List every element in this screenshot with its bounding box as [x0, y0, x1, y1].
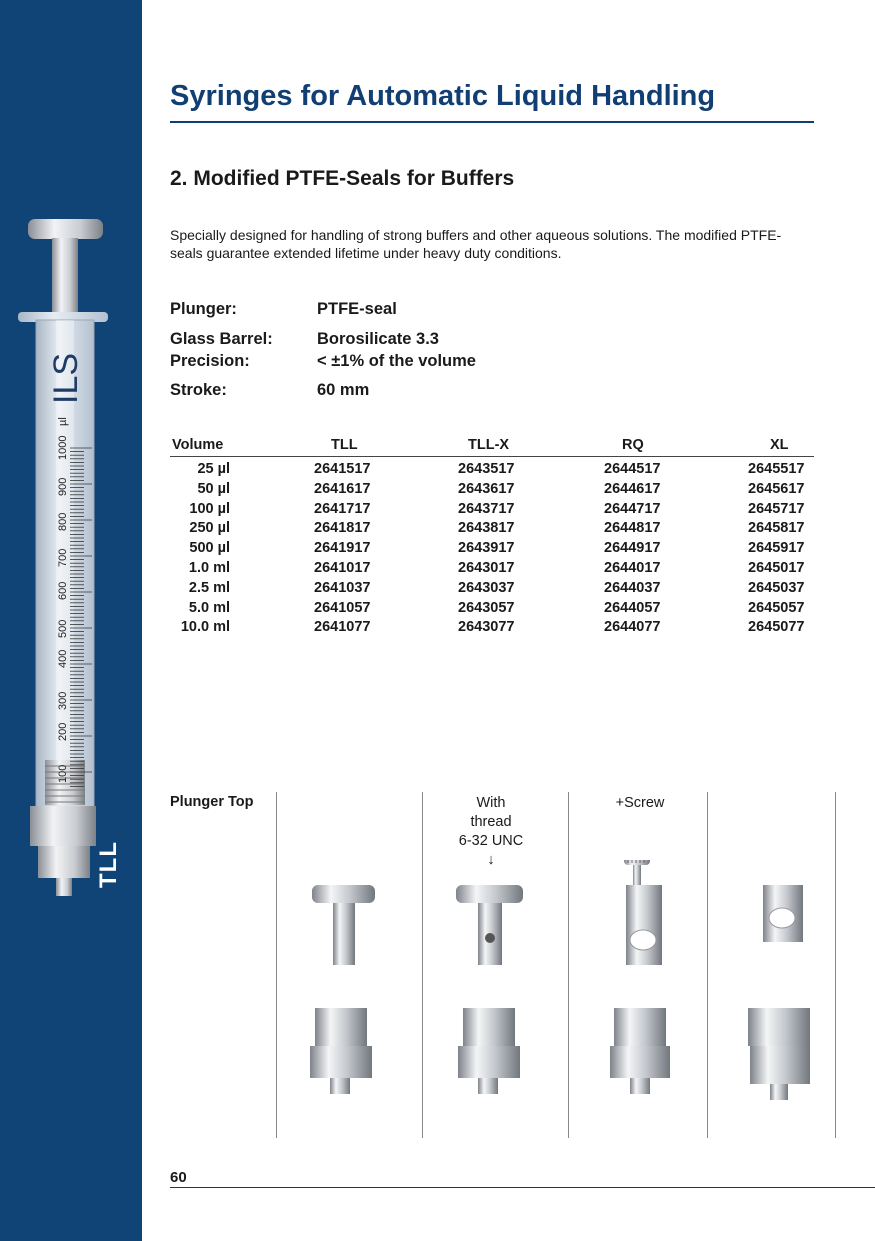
table-cell-order-number: 2644057 — [604, 599, 661, 616]
tllx-plunger-top — [456, 885, 523, 965]
table-cell-order-number: 2645037 — [748, 579, 805, 596]
table-cell-order-number: 2644517 — [604, 461, 661, 477]
scale-label-unit: µl — [57, 417, 69, 426]
table-cell-order-number: 2645717 — [748, 500, 805, 517]
syringe-illustration — [0, 0, 142, 900]
scale-label-700: 700 — [57, 548, 69, 567]
table-cell-volume: 25 µl — [197, 461, 230, 477]
scale-label-600: 600 — [57, 581, 69, 600]
scale-label-500: 500 — [57, 619, 69, 638]
section-description: Specially designed for handling of strong buffers and other aqueous solutions. The modified PTFE-seals guarantee extended lifetime under heavy duty conditions. — [170, 227, 782, 261]
table-cell-volume: 2.5 ml — [188, 579, 230, 596]
note-line: With — [476, 795, 506, 811]
table-cell-order-number: 2643517 — [458, 461, 515, 477]
table-cell-order-number: 2645617 — [748, 480, 805, 497]
scale-label-400: 400 — [57, 649, 69, 668]
xl-plunger-top — [763, 885, 803, 942]
thread-note — [441, 794, 541, 870]
spec-value: PTFE-seal — [317, 300, 397, 318]
table-cell-order-number: 2641817 — [314, 520, 371, 537]
table-cell-order-number: 2643077 — [458, 619, 515, 636]
scale-label-200: 200 — [57, 722, 69, 741]
table-cell-order-number: 2645917 — [748, 540, 805, 557]
column-divider — [276, 792, 277, 1138]
spec-label: Plunger: — [170, 300, 237, 318]
table-cell-order-number: 2643017 — [458, 560, 515, 576]
table-cell-order-number: 2641037 — [314, 579, 371, 596]
table-header-divider — [170, 456, 814, 457]
table-cell-volume: 100 µl — [189, 500, 230, 517]
table-cell-order-number: 2643037 — [458, 579, 515, 596]
spec-value: Borosilicate 3.3 — [317, 330, 439, 348]
scale-label-100: 100 — [57, 764, 69, 783]
table-cell-order-number: 2645077 — [748, 619, 805, 636]
page-number: 60 — [170, 1169, 187, 1186]
spec-value: 60 mm — [317, 381, 370, 399]
syringe-type-label: TLL — [95, 841, 122, 888]
plunger-top-label: Plunger Top — [170, 794, 254, 810]
spec-label: Precision: — [170, 352, 250, 370]
table-cell-volume: 5.0 ml — [188, 599, 230, 616]
tll-plunger-top — [312, 885, 375, 965]
scale-label-900: 900 — [57, 477, 69, 496]
table-cell-order-number: 2644717 — [604, 500, 661, 517]
page-title: Syringes for Automatic Liquid Handling — [170, 80, 716, 112]
table-cell-order-number: 2643717 — [458, 500, 515, 517]
table-cell-order-number: 2641617 — [314, 480, 371, 497]
column-header-rq: RQ — [622, 437, 644, 453]
column-header-xl: XL — [770, 437, 789, 453]
table-cell-order-number: 2644617 — [604, 480, 661, 497]
title-divider — [170, 121, 814, 123]
table-cell-volume: 10.0 ml — [180, 619, 230, 636]
tll-luer-fitting — [310, 1008, 372, 1094]
table-cell-order-number: 2641517 — [314, 461, 371, 477]
table-cell-order-number: 2641717 — [314, 500, 371, 517]
table-cell-order-number: 2645057 — [748, 599, 805, 616]
table-cell-order-number: 2641017 — [314, 560, 371, 576]
table-cell-volume: 250 µl — [189, 520, 230, 537]
column-header-tllx: TLL-X — [468, 437, 510, 453]
table-cell-order-number: 2644017 — [604, 560, 661, 576]
table-cell-order-number: 2643057 — [458, 599, 515, 616]
table-cell-order-number: 2643817 — [458, 520, 515, 537]
tllx-luer-fitting — [458, 1008, 520, 1094]
footer-divider — [170, 1187, 875, 1188]
section-heading: 2. Modified PTFE-Seals for Buffers — [170, 167, 515, 190]
rq-plunger-top — [624, 860, 662, 965]
spec-label: Stroke: — [170, 381, 227, 399]
table-cell-volume: 500 µl — [189, 540, 230, 557]
spec-label: Glass Barrel: — [170, 330, 273, 348]
table-cell-order-number: 2644077 — [604, 619, 661, 636]
note-line: 6-32 UNC — [458, 833, 524, 849]
screw-note: +Screw — [615, 795, 665, 811]
plunger-top-illustrations — [280, 860, 840, 1130]
column-header-tll: TLL — [331, 437, 358, 453]
table-cell-order-number: 2644037 — [604, 579, 661, 596]
table-cell-order-number: 2644817 — [604, 520, 661, 537]
table-cell-order-number: 2645517 — [748, 461, 805, 477]
table-cell-order-number: 2644917 — [604, 540, 661, 557]
table-cell-volume: 50 µl — [197, 480, 230, 497]
table-cell-order-number: 2645817 — [748, 520, 805, 537]
note-line: thread — [470, 814, 512, 830]
scale-label-800: 800 — [57, 512, 69, 531]
arrow-down-icon: ↓ — [487, 852, 495, 868]
table-cell-order-number: 2643617 — [458, 480, 515, 497]
brand-label: ILS — [47, 352, 85, 404]
column-header-volume: Volume — [172, 437, 224, 453]
table-cell-order-number: 2641057 — [314, 599, 371, 616]
table-cell-order-number: 2643917 — [458, 540, 515, 557]
table-cell-order-number: 2645017 — [748, 560, 805, 576]
table-cell-order-number: 2641917 — [314, 540, 371, 557]
spec-value: < ±1% of the volume — [317, 352, 476, 370]
scale-label-1000: 1000 — [57, 435, 69, 460]
table-cell-order-number: 2641077 — [314, 619, 371, 636]
scale-label-300: 300 — [57, 691, 69, 710]
table-cell-volume: 1.0 ml — [188, 560, 230, 576]
rq-luer-fitting — [610, 1008, 670, 1094]
xl-luer-fitting — [748, 1008, 810, 1100]
